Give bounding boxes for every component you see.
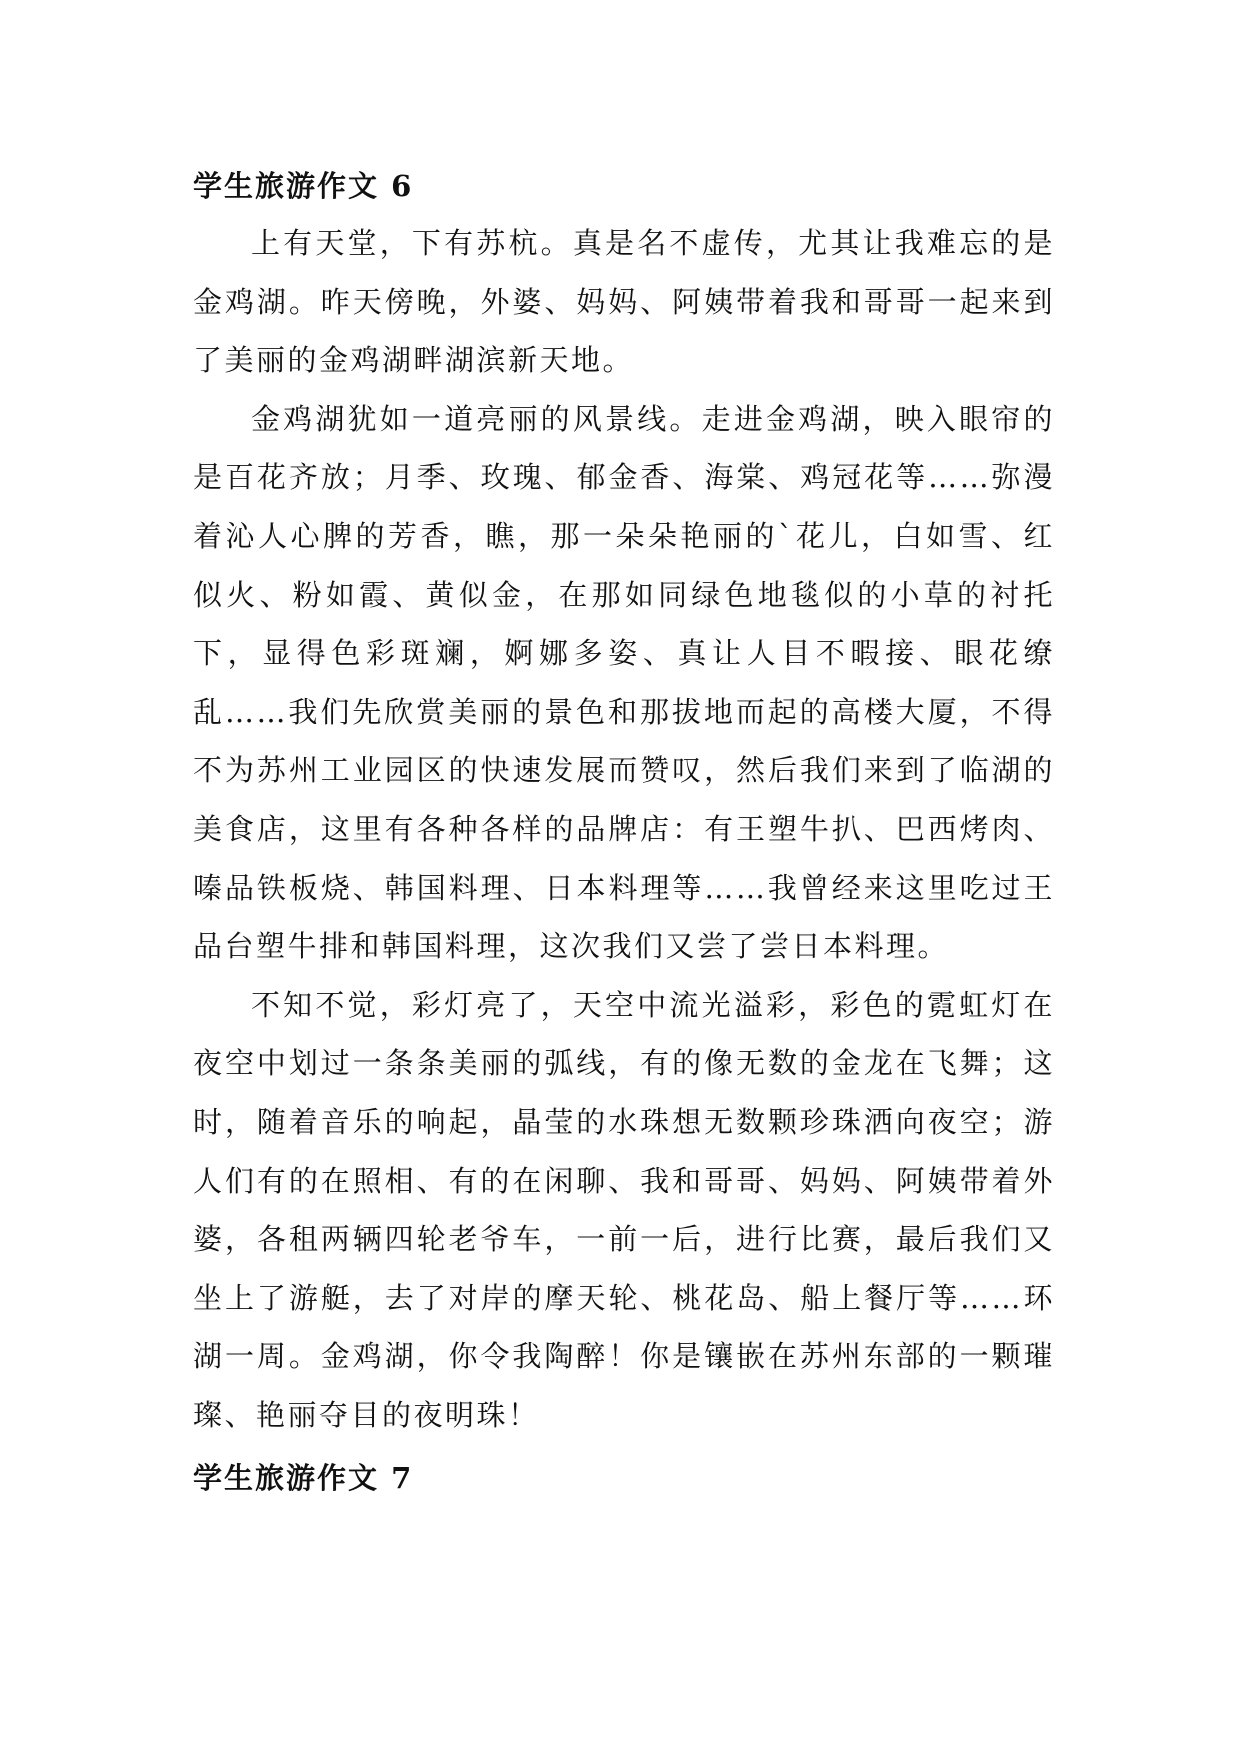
essay-6-paragraph-3: 不知不觉，彩灯亮了，天空中流光溢彩，彩色的霓虹灯在夜空中划过一条条美丽的弧线，有的像无数的金龙在飞舞；这时，随着音乐的响起，晶莹的水珠想无数颗珍珠洒向夜空；游人们有的在照相、有的在闲聊、我和哥哥、妈妈、阿姨带着外婆，各租两辆四轮老爷车，一前一后，进行比赛，最后我们又坐上了游艇，去了对岸的摩天轮、桃花岛、船上餐厅等……环湖一周。金鸡湖，你令我陶醉！你是镶嵌在苏州东部的一颗璀璨、艳丽夺目的夜明珠！ bbox=[193, 987, 1055, 1432]
document-page bbox=[193, 158, 1055, 1506]
essay-heading-6: 学生旅游作文 6 bbox=[193, 169, 414, 203]
essay-heading-7: 学生旅游作文 7 bbox=[193, 1461, 414, 1496]
essay-6-paragraph-2: 金鸡湖犹如一道亮丽的风景线。走进金鸡湖，映入眼帘的是百花齐放；月季、玫瑰、郁金香、海棠、鸡冠花等……弥漫着沁人心脾的芳香，瞧，那一朵朵艳丽的`花儿，白如雪、红似火、粉如霞、黄似金，在那如同绿色地毯似的小草的衬托下，显得色彩斑斓，婀娜多姿、真让人目不暇接、眼花缭乱……我们先欣赏美丽的景色和那拔地而起的高楼大厦，不得不为苏州工业园区的快速发展而赞叹，然后我们来到了临湖的美食店，这里有各种各样的品牌店：有王塑牛扒、巴西烤肉、嗪品铁板烧、韩国料理、日本料理等……我曾经来这里吃过王品台塑牛排和韩国料理，这次我们又尝了尝日本料理。 bbox=[193, 401, 1055, 964]
essay-6-paragraph-1: 上有天堂，下有苏杭。真是名不虚传，尤其让我难忘的是金鸡湖。昨天傍晚，外婆、妈妈、阿姨带着我和哥哥一起来到了美丽的金鸡湖畔湖滨新天地。 bbox=[193, 226, 1055, 378]
